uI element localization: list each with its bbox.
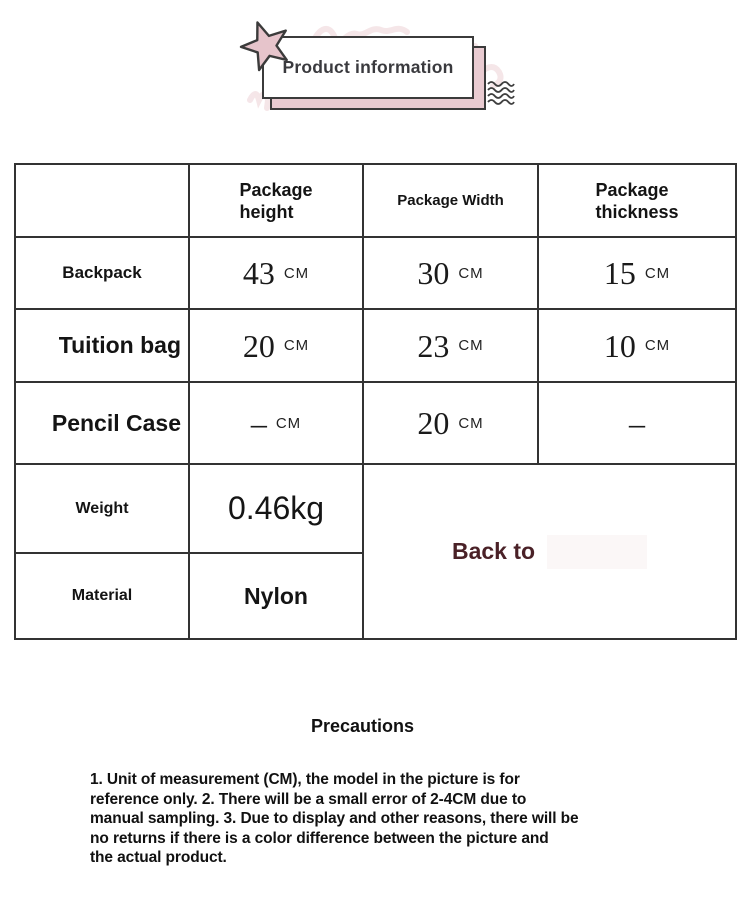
precautions-line: reference only. 2. There will be a small error of 2-4CM due to <box>90 790 527 808</box>
value-number: 20 <box>242 327 275 364</box>
value-unit: CM <box>458 337 484 354</box>
pencil-case-height-cell <box>190 383 364 465</box>
back-to-cell <box>364 465 735 638</box>
header-package-width <box>364 165 539 238</box>
value-number: 23 <box>417 327 450 364</box>
weight-value-cell <box>190 465 364 554</box>
header-package-thickness <box>539 165 735 238</box>
precautions-title: Precautions <box>310 716 415 736</box>
row-label-text: Backpack <box>62 263 142 282</box>
pencil-case-thickness-cell <box>539 383 735 465</box>
row-label-text: Material <box>71 587 133 604</box>
tuition-bag-thickness-cell <box>539 310 735 383</box>
value-unit: CM <box>458 264 484 282</box>
precautions-line: 1. Unit of measurement (CM), the model in the picture is for <box>90 771 520 788</box>
value-number: 10 <box>603 327 636 364</box>
row-label-text: Weight <box>75 499 129 517</box>
waves-icon <box>487 81 515 107</box>
value-unit: CM <box>644 337 671 354</box>
header-package-height <box>190 165 364 238</box>
precautions-line: manual sampling. 3. Due to display and other reasons, there will be <box>90 810 579 827</box>
material-value-cell <box>190 554 364 638</box>
precautions-body <box>90 770 660 868</box>
row-label-tuition-bag <box>16 310 190 383</box>
value-unit: CM <box>644 264 671 282</box>
value-unit: CM <box>458 414 484 432</box>
value-unit: CM <box>283 337 310 354</box>
header-empty-cell <box>16 165 190 238</box>
back-to-text: Back to <box>451 538 536 564</box>
backpack-height-cell <box>190 238 364 310</box>
precautions-line: no returns if there is a color difference between the picture and <box>90 829 549 847</box>
value-unit: CM <box>283 264 310 282</box>
row-label-backpack <box>16 238 190 310</box>
value-number: 43 <box>242 255 275 291</box>
header-package-height-text <box>239 179 312 223</box>
header-line: height <box>239 201 294 222</box>
value-number: 15 <box>603 255 636 291</box>
value-number: – <box>250 405 267 441</box>
spec-table <box>14 163 737 640</box>
badge-title: Product information <box>282 57 454 77</box>
header-package-thickness-text <box>595 179 678 223</box>
value-number: 30 <box>417 255 450 291</box>
pencil-case-width-cell <box>364 383 539 465</box>
backpack-thickness-cell <box>539 238 735 310</box>
backpack-width-cell <box>364 238 539 310</box>
weight-value: 0.46kg <box>227 490 325 526</box>
value-number: 20 <box>417 405 450 441</box>
header-line: Package <box>595 179 669 200</box>
precautions-line: the actual product. <box>90 849 227 866</box>
header-line: thickness <box>595 201 679 222</box>
erased-area <box>547 535 647 569</box>
row-label-pencil-case <box>16 383 190 465</box>
value-number: – <box>629 405 645 441</box>
row-label-text: Tuition bag <box>58 332 181 358</box>
tuition-bag-height-cell <box>190 310 364 383</box>
header-line: Package <box>239 179 313 200</box>
row-label-text: Pencil Case <box>51 409 181 436</box>
value-unit: CM <box>275 414 302 432</box>
header-line: Package Width <box>397 191 504 209</box>
tuition-bag-width-cell <box>364 310 539 383</box>
star-icon <box>238 18 294 74</box>
row-label-weight <box>16 465 190 554</box>
material-value: Nylon <box>244 582 308 609</box>
row-label-material <box>16 554 190 638</box>
